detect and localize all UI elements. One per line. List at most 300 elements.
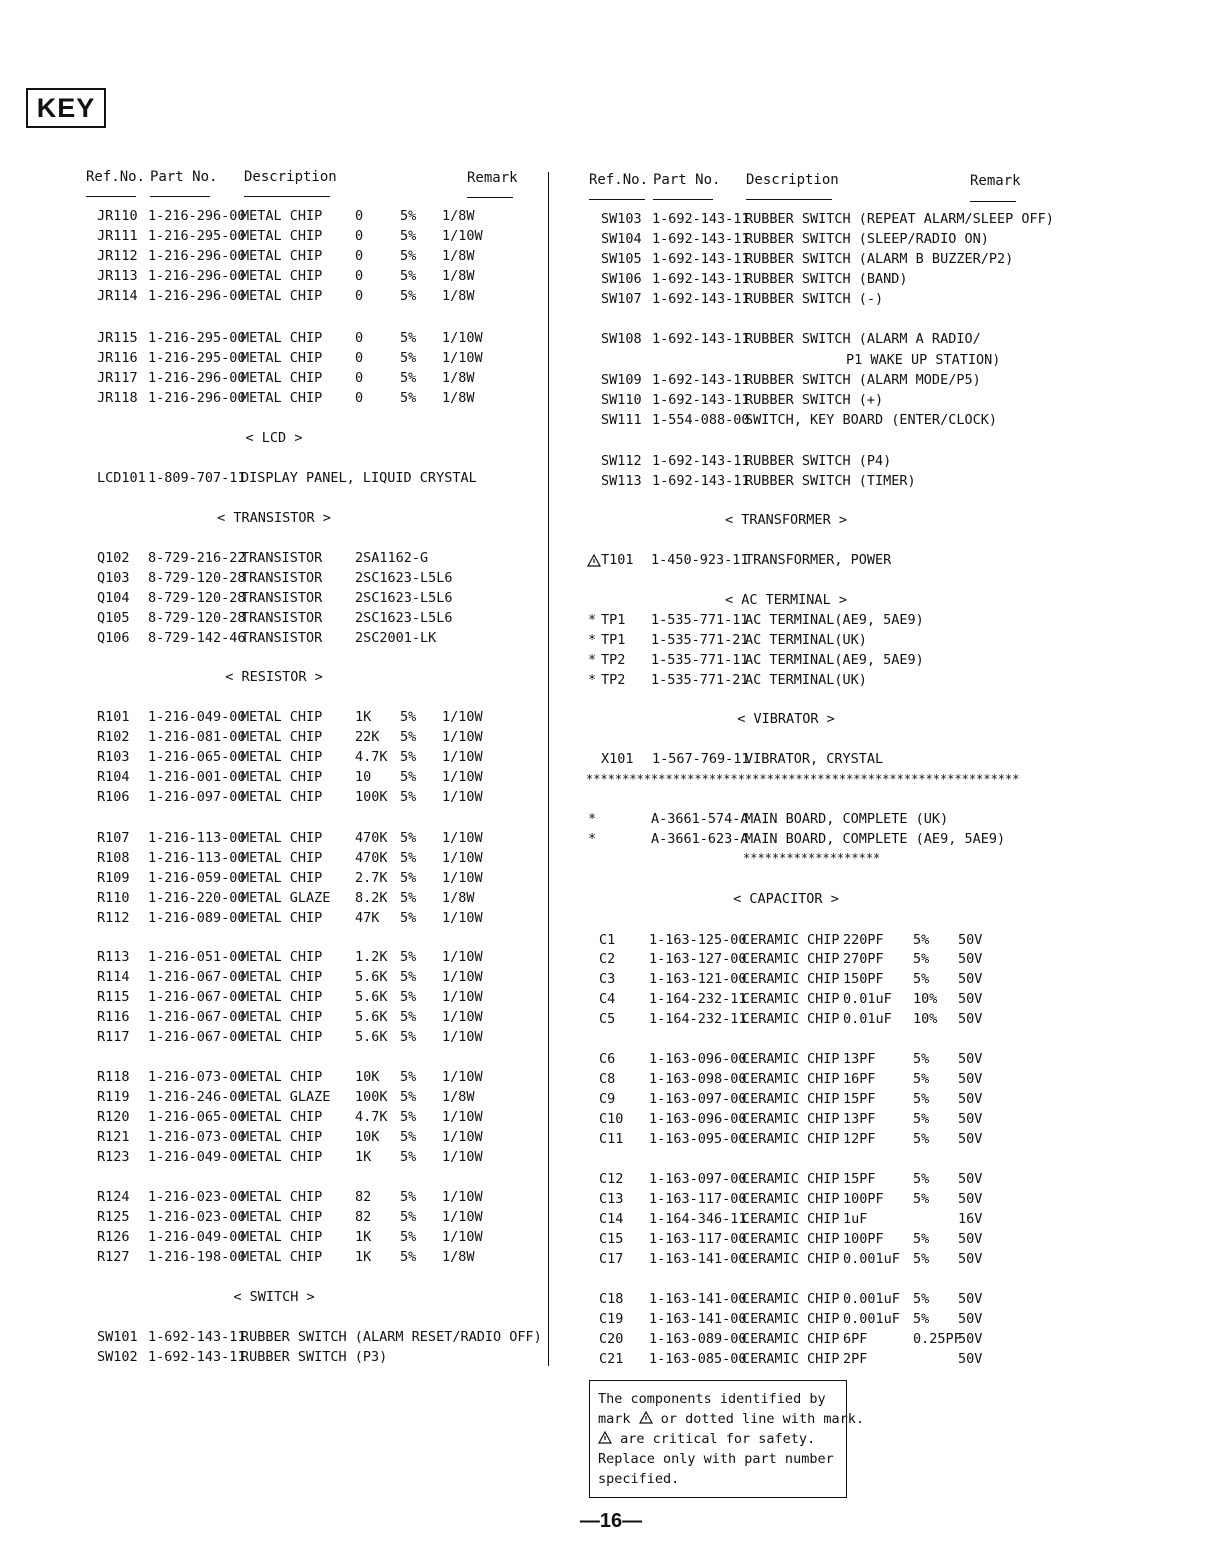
value: 1K xyxy=(355,1149,372,1165)
tolerance: 5% xyxy=(400,1089,417,1105)
page-number: —16— xyxy=(579,1510,643,1532)
table-row xyxy=(0,749,1222,769)
ref-no: R114 xyxy=(97,969,130,985)
part-no: 1-163-117-00 xyxy=(649,1231,747,1247)
part-no: 1-164-232-11 xyxy=(649,991,747,1007)
tolerance: 5% xyxy=(400,1229,417,1245)
description: METAL CHIP xyxy=(241,709,323,725)
tolerance: 5% xyxy=(400,1209,417,1225)
description: MAIN BOARD, COMPLETE (UK) xyxy=(745,811,949,827)
tolerance: 5% xyxy=(913,1091,930,1107)
value: 5.6K xyxy=(355,989,388,1005)
description: METAL CHIP xyxy=(241,228,323,244)
tolerance: 5% xyxy=(913,1191,930,1207)
part-no: 1-216-089-00 xyxy=(148,910,246,926)
table-row xyxy=(0,829,1222,849)
description: CERAMIC CHIP xyxy=(742,991,840,1007)
ref-no: R115 xyxy=(97,989,130,1005)
ref-no: R117 xyxy=(97,1029,130,1045)
header-part-left: Part No. xyxy=(150,169,218,185)
ref-no: Q102 xyxy=(97,550,130,566)
value: 4.7K xyxy=(355,1109,388,1125)
part-no: 1-163-125-00 xyxy=(649,932,747,948)
tolerance: 5% xyxy=(913,1071,930,1087)
section-heading: < LCD > xyxy=(245,430,303,446)
description: CERAMIC CHIP xyxy=(742,1291,840,1307)
table-row xyxy=(0,1329,1222,1349)
description: METAL CHIP xyxy=(241,1249,323,1265)
ref-no: C3 xyxy=(599,971,616,987)
rating: 1/8W xyxy=(442,268,475,284)
value: 15PF xyxy=(843,1091,876,1107)
tolerance: 5% xyxy=(400,268,417,284)
rating: 1/8W xyxy=(442,890,475,906)
description: AC TERMINAL(AE9, 5AE9) xyxy=(745,612,924,628)
ref-no: JR113 xyxy=(97,268,138,284)
header-desc-right: Description xyxy=(746,172,839,188)
table-row xyxy=(0,568,1222,588)
ref-no: R101 xyxy=(97,709,130,725)
part-no: 1-692-143-11 xyxy=(148,1329,246,1345)
value: 0.001uF xyxy=(843,1291,900,1307)
table-row xyxy=(0,610,1222,630)
rating: 1/8W xyxy=(442,248,475,264)
part-no: 1-554-088-00 xyxy=(652,412,750,428)
ref-no: C8 xyxy=(599,1071,616,1087)
description: METAL CHIP xyxy=(241,268,323,284)
value: 2SA1162-G xyxy=(355,550,429,566)
rating: 1/10W xyxy=(442,1009,483,1025)
rating: 1/10W xyxy=(442,769,483,785)
tolerance: 5% xyxy=(400,1029,417,1045)
mark: * xyxy=(588,811,597,827)
section-heading: < TRANSFORMER > xyxy=(725,512,847,528)
table-row xyxy=(0,888,1222,908)
rating: 1/8W xyxy=(442,390,475,406)
rating: 1/10W xyxy=(442,749,483,765)
ref-no: R123 xyxy=(97,1149,130,1165)
part-no: 1-216-023-00 xyxy=(148,1209,246,1225)
rating: 1/10W xyxy=(442,850,483,866)
ref-no: C6 xyxy=(599,1051,616,1067)
rating: 1/10W xyxy=(442,949,483,965)
tolerance: 5% xyxy=(400,969,417,985)
part-no: 1-692-143-11 xyxy=(652,271,750,287)
rating: 1/10W xyxy=(442,969,483,985)
part-no: 1-216-113-00 xyxy=(148,850,246,866)
part-no: 1-216-295-00 xyxy=(148,330,246,346)
part-no: 1-216-296-00 xyxy=(148,390,246,406)
tolerance: 5% xyxy=(400,1129,417,1145)
value: 220PF xyxy=(843,932,884,948)
part-no: 1-216-081-00 xyxy=(148,729,246,745)
tolerance: 5% xyxy=(400,370,417,386)
rating: 50V xyxy=(958,1011,983,1027)
description: RUBBER SWITCH (P3) xyxy=(241,1349,388,1365)
section-heading: < SWITCH > xyxy=(233,1289,315,1305)
part-no: 1-216-059-00 xyxy=(148,870,246,886)
rating: 1/8W xyxy=(442,1249,475,1265)
value: 82 xyxy=(355,1209,372,1225)
value: 0.01uF xyxy=(843,991,892,1007)
description: METAL CHIP xyxy=(241,789,323,805)
section-heading: < VIBRATOR > xyxy=(737,711,835,727)
value: 82 xyxy=(355,1189,372,1205)
ref-no: JR116 xyxy=(97,350,138,366)
tolerance: 5% xyxy=(400,330,417,346)
value: 0 xyxy=(355,268,364,284)
description: METAL CHIP xyxy=(241,1209,323,1225)
part-no: 8-729-120-28 xyxy=(148,570,246,586)
description: VIBRATOR, CRYSTAL xyxy=(745,751,884,767)
rating: 50V xyxy=(958,1191,983,1207)
value: 8.2K xyxy=(355,890,388,906)
section-heading: < AC TERMINAL > xyxy=(725,592,847,608)
tolerance: 10% xyxy=(913,991,938,1007)
value: 10K xyxy=(355,1069,380,1085)
ref-no: SW103 xyxy=(601,211,642,227)
ref-no: R126 xyxy=(97,1229,130,1245)
description: METAL CHIP xyxy=(241,850,323,866)
description: SWITCH, KEY BOARD (ENTER/CLOCK) xyxy=(745,412,997,428)
ref-no: R107 xyxy=(97,830,130,846)
value: 16PF xyxy=(843,1071,876,1087)
description: CERAMIC CHIP xyxy=(742,971,840,987)
part-no: 1-216-051-00 xyxy=(148,949,246,965)
description: CERAMIC CHIP xyxy=(742,1331,840,1347)
header-rule xyxy=(467,197,513,198)
description: RUBBER SWITCH (BAND) xyxy=(745,271,908,287)
description: METAL CHIP xyxy=(241,949,323,965)
ref-no: C19 xyxy=(599,1311,624,1327)
table-row xyxy=(0,969,1222,989)
table-row xyxy=(0,471,1222,491)
description: AC TERMINAL(AE9, 5AE9) xyxy=(745,652,924,668)
part-no: 1-692-143-11 xyxy=(652,291,750,307)
description: TRANSFORMER, POWER xyxy=(745,552,892,568)
part-no: 1-163-096-00 xyxy=(649,1111,747,1127)
description: METAL CHIP xyxy=(241,729,323,745)
value: 100K xyxy=(355,1089,388,1105)
table-row xyxy=(0,588,1222,608)
description: RUBBER SWITCH (ALARM RESET/RADIO OFF) xyxy=(241,1329,542,1345)
tolerance: 5% xyxy=(913,1231,930,1247)
description: RUBBER SWITCH (SLEEP/RADIO ON) xyxy=(745,231,989,247)
header-ref-right: Ref.No. xyxy=(589,172,649,188)
table-row xyxy=(0,1089,1222,1109)
description: CERAMIC CHIP xyxy=(742,1091,840,1107)
rating: 50V xyxy=(958,1071,983,1087)
mark: * xyxy=(588,612,597,628)
part-no: 1-163-097-00 xyxy=(649,1171,747,1187)
part-no: 1-216-023-00 xyxy=(148,1189,246,1205)
value: 100PF xyxy=(843,1231,884,1247)
value: 6PF xyxy=(843,1331,868,1347)
ref-no: SW106 xyxy=(601,271,642,287)
ref-no: C15 xyxy=(599,1231,624,1247)
part-no: 1-163-141-00 xyxy=(649,1251,747,1267)
part-no: 1-216-065-00 xyxy=(148,1109,246,1125)
rating: 1/10W xyxy=(442,1189,483,1205)
ref-no: SW102 xyxy=(97,1349,138,1365)
table-row xyxy=(0,1169,1222,1189)
part-no: 1-216-049-00 xyxy=(148,1149,246,1165)
description: DISPLAY PANEL, LIQUID CRYSTAL xyxy=(241,470,477,486)
ref-no: R113 xyxy=(97,949,130,965)
ref-no: SW104 xyxy=(601,231,642,247)
tolerance: 5% xyxy=(400,1109,417,1125)
part-no: 1-216-295-00 xyxy=(148,228,246,244)
part-no: 1-692-143-11 xyxy=(652,331,750,347)
part-no: 1-163-098-00 xyxy=(649,1071,747,1087)
description: METAL CHIP xyxy=(241,350,323,366)
rating: 1/8W xyxy=(442,288,475,304)
table-row xyxy=(0,1229,1222,1249)
description: METAL CHIP xyxy=(241,390,323,406)
rating: 1/10W xyxy=(442,1149,483,1165)
tolerance: 5% xyxy=(400,830,417,846)
value: 0 xyxy=(355,390,364,406)
table-row xyxy=(0,269,1222,289)
value: 470K xyxy=(355,850,388,866)
description: AC TERMINAL(UK) xyxy=(745,672,867,688)
rating: 1/10W xyxy=(442,709,483,725)
table-row xyxy=(0,787,1222,807)
ref-no: C10 xyxy=(599,1111,624,1127)
ref-no: Q106 xyxy=(97,630,130,646)
rating: 50V xyxy=(958,1091,983,1107)
value: 0 xyxy=(355,208,364,224)
table-row xyxy=(0,868,1222,888)
tolerance: 5% xyxy=(913,1171,930,1187)
ref-no: C12 xyxy=(599,1171,624,1187)
ref-no: SW105 xyxy=(601,251,642,267)
description: METAL CHIP xyxy=(241,208,323,224)
description: METAL GLAZE xyxy=(241,890,331,906)
description: MAIN BOARD, COMPLETE (AE9, 5AE9) xyxy=(745,831,1006,847)
part-no: 1-216-296-00 xyxy=(148,208,246,224)
value: 5.6K xyxy=(355,969,388,985)
value: 13PF xyxy=(843,1111,876,1127)
description: METAL CHIP xyxy=(241,1109,323,1125)
table-row xyxy=(0,229,1222,249)
ref-no: R112 xyxy=(97,910,130,926)
table-row xyxy=(0,930,1222,950)
ref-no: JR110 xyxy=(97,208,138,224)
mark: * xyxy=(588,652,597,668)
part-no: 1-535-771-11 xyxy=(651,652,749,668)
rating: 50V xyxy=(958,1331,983,1347)
table-row xyxy=(0,289,1222,309)
part-no: 1-216-067-00 xyxy=(148,1029,246,1045)
ref-no: SW113 xyxy=(601,473,642,489)
table-row xyxy=(0,1249,1222,1269)
description: METAL CHIP xyxy=(241,248,323,264)
value: 10K xyxy=(355,1129,380,1145)
description: RUBBER SWITCH (+) xyxy=(745,392,884,408)
ref-no: C5 xyxy=(599,1011,616,1027)
value: 0 xyxy=(355,228,364,244)
rating: 1/10W xyxy=(442,1069,483,1085)
rating: 1/10W xyxy=(442,789,483,805)
tolerance: 5% xyxy=(913,1111,930,1127)
rating: 50V xyxy=(958,1251,983,1267)
part-no: 1-216-049-00 xyxy=(148,709,246,725)
ref-no: SW110 xyxy=(601,392,642,408)
value: 150PF xyxy=(843,971,884,987)
part-no: 1-216-073-00 xyxy=(148,1129,246,1145)
value: 2SC1623-L5L6 xyxy=(355,590,453,606)
tolerance: 5% xyxy=(400,1149,417,1165)
safety-note xyxy=(589,1380,864,1498)
tolerance: 5% xyxy=(400,910,417,926)
tolerance: 5% xyxy=(400,850,417,866)
table-row xyxy=(0,1147,1222,1167)
ref-no: C2 xyxy=(599,951,616,967)
part-no: 1-692-143-11 xyxy=(652,453,750,469)
part-no: 1-216-049-00 xyxy=(148,1229,246,1245)
value: 2SC1623-L5L6 xyxy=(355,610,453,626)
ref-no: C9 xyxy=(599,1091,616,1107)
description: METAL CHIP xyxy=(241,370,323,386)
rating: 1/8W xyxy=(442,1089,475,1105)
ref-no: C4 xyxy=(599,991,616,1007)
rating: 1/10W xyxy=(442,1109,483,1125)
part-no: 1-216-246-00 xyxy=(148,1089,246,1105)
value: 15PF xyxy=(843,1171,876,1187)
ref-no: R110 xyxy=(97,890,130,906)
part-no: 1-216-296-00 xyxy=(148,370,246,386)
rating: 1/10W xyxy=(442,1209,483,1225)
part-no: 1-535-771-11 xyxy=(651,612,749,628)
description: METAL CHIP xyxy=(241,1229,323,1245)
ref-no: TP2 xyxy=(601,672,626,688)
rating: 50V xyxy=(958,1111,983,1127)
description: METAL CHIP xyxy=(241,1029,323,1045)
rating: 1/8W xyxy=(442,370,475,386)
table-row xyxy=(0,249,1222,269)
part-no: 1-163-095-00 xyxy=(649,1131,747,1147)
part-no: 1-216-296-00 xyxy=(148,288,246,304)
part-no: 1-216-296-00 xyxy=(148,248,246,264)
ref-no: SW108 xyxy=(601,331,642,347)
value: 1K xyxy=(355,709,372,725)
description: CERAMIC CHIP xyxy=(742,1251,840,1267)
tolerance: 5% xyxy=(913,1251,930,1267)
description: RUBBER SWITCH (REPEAT ALARM/SLEEP OFF) xyxy=(745,211,1054,227)
tolerance: 5% xyxy=(400,769,417,785)
rating: 1/10W xyxy=(442,870,483,886)
description: RUBBER SWITCH (P4) xyxy=(745,453,892,469)
rating: 1/10W xyxy=(442,1029,483,1045)
ref-no: JR118 xyxy=(97,390,138,406)
ref-no: R106 xyxy=(97,789,130,805)
part-no: 8-729-142-46 xyxy=(148,630,246,646)
ref-no: Q104 xyxy=(97,590,130,606)
description: CERAMIC CHIP xyxy=(742,1311,840,1327)
tolerance: 5% xyxy=(400,949,417,965)
ref-no: C13 xyxy=(599,1191,624,1207)
part-no: 1-163-089-00 xyxy=(649,1331,747,1347)
tolerance: 5% xyxy=(400,1189,417,1205)
description: CERAMIC CHIP xyxy=(742,1011,840,1027)
value: 1.2K xyxy=(355,949,388,965)
part-no: 1-163-141-00 xyxy=(649,1291,747,1307)
rating: 50V xyxy=(958,1351,983,1367)
part-no: 1-163-085-00 xyxy=(649,1351,747,1367)
rating: 50V xyxy=(958,1291,983,1307)
table-row xyxy=(0,1289,1222,1309)
tolerance: 5% xyxy=(913,951,930,967)
value: 0.001uF xyxy=(843,1251,900,1267)
part-no: 1-216-001-00 xyxy=(148,769,246,785)
value: 22K xyxy=(355,729,380,745)
tolerance: 5% xyxy=(400,870,417,886)
part-no: 1-692-143-11 xyxy=(652,211,750,227)
table-row xyxy=(0,451,1222,471)
tolerance: 5% xyxy=(400,390,417,406)
table-row xyxy=(0,329,1222,349)
part-no: 1-809-707-11 xyxy=(148,470,246,486)
part-no: 1-216-198-00 xyxy=(148,1249,246,1265)
ref-no: R108 xyxy=(97,850,130,866)
part-no: 1-163-117-00 xyxy=(649,1191,747,1207)
value: 0 xyxy=(355,330,364,346)
description: CERAMIC CHIP xyxy=(742,1071,840,1087)
safety-note-line: specified. xyxy=(598,1471,680,1487)
rating: 1/10W xyxy=(442,228,483,244)
table-row xyxy=(0,370,1222,390)
value: 2.7K xyxy=(355,870,388,886)
value: 0 xyxy=(355,370,364,386)
tolerance: 5% xyxy=(400,350,417,366)
ref-no: LCD101 xyxy=(97,470,146,486)
mark: * xyxy=(588,632,597,648)
table-row xyxy=(0,949,1222,969)
ref-no: R102 xyxy=(97,729,130,745)
part-no: 1-692-143-11 xyxy=(652,231,750,247)
rating: 50V xyxy=(958,1051,983,1067)
description: METAL CHIP xyxy=(241,1189,323,1205)
description: RUBBER SWITCH (-) xyxy=(745,291,884,307)
ref-no: JR111 xyxy=(97,228,138,244)
table-row xyxy=(0,1049,1222,1069)
ref-no: R119 xyxy=(97,1089,130,1105)
part-no: 1-692-143-11 xyxy=(652,473,750,489)
description: TRANSISTOR xyxy=(241,630,323,646)
part-no: 8-729-120-28 xyxy=(148,610,246,626)
description: METAL CHIP xyxy=(241,1129,323,1145)
value: 2PF xyxy=(843,1351,868,1367)
part-no: 1-567-769-11 xyxy=(652,751,750,767)
value: 0.01uF xyxy=(843,1011,892,1027)
description: TRANSISTOR xyxy=(241,590,323,606)
header-part-right: Part No. xyxy=(653,172,721,188)
ref-no: R120 xyxy=(97,1109,130,1125)
description: CERAMIC CHIP xyxy=(742,1191,840,1207)
separator-stars: ******************* xyxy=(743,851,881,865)
table-row xyxy=(0,390,1222,410)
value: 0.001uF xyxy=(843,1311,900,1327)
description: CERAMIC CHIP xyxy=(742,1231,840,1247)
part-no: A-3661-623-A xyxy=(651,831,749,847)
header-rule xyxy=(653,199,713,200)
ref-no: C18 xyxy=(599,1291,624,1307)
rating: 50V xyxy=(958,1311,983,1327)
part-no: 1-163-096-00 xyxy=(649,1051,747,1067)
part-no: 1-163-127-00 xyxy=(649,951,747,967)
table-row xyxy=(0,1349,1222,1369)
